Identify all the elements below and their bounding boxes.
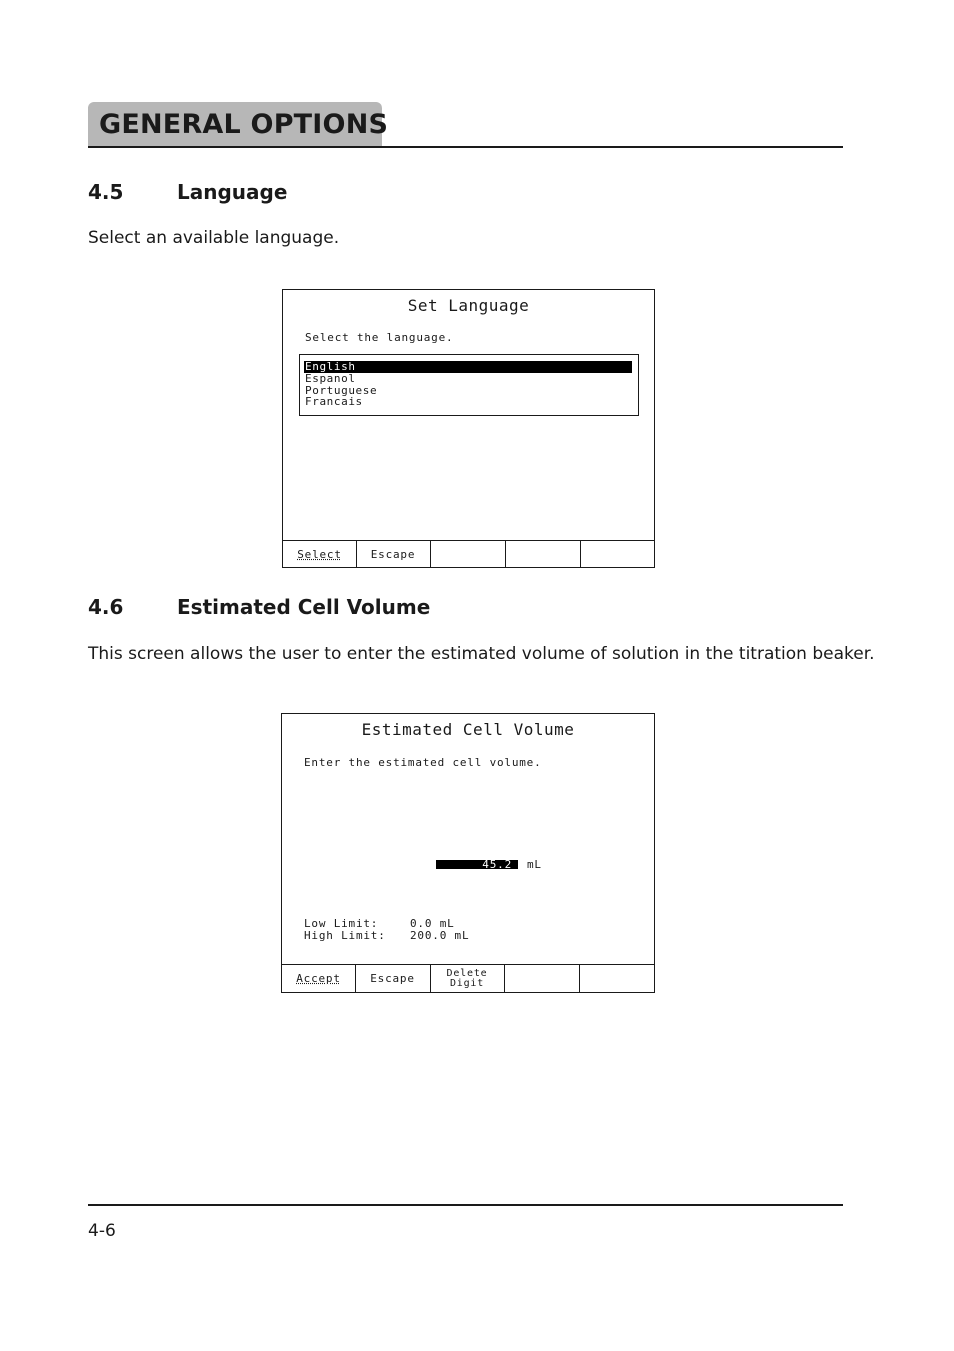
high-limit-value: 200.0 mL xyxy=(410,929,470,942)
volume-input[interactable]: 45.2 xyxy=(436,860,518,869)
page-number: 4-6 xyxy=(88,1221,116,1241)
escape-softkey[interactable]: Escape xyxy=(356,541,431,567)
screen-title: Estimated Cell Volume xyxy=(361,720,575,739)
list-item[interactable]: Espanol xyxy=(305,372,356,385)
list-item[interactable]: Francais xyxy=(305,395,363,408)
high-limit-label: High Limit: xyxy=(304,929,386,942)
empty-softkey[interactable] xyxy=(579,965,654,992)
volume-unit: mL xyxy=(527,858,542,871)
softkey-bar xyxy=(282,964,654,992)
low-limit-label: Low Limit: xyxy=(304,917,379,930)
screen-prompt: Select the language. xyxy=(305,331,454,344)
list-item[interactable]: Portuguese xyxy=(305,383,378,397)
low-limit-value: 0.0 mL xyxy=(410,917,455,930)
empty-softkey[interactable] xyxy=(504,965,580,992)
softkey-bar xyxy=(283,540,654,567)
section-description: This screen allows the user to enter the estimated volume of solution in the titration beaker. xyxy=(88,644,875,664)
escape-softkey[interactable]: Escape xyxy=(355,965,431,992)
section-description: Select an available language. xyxy=(88,228,340,248)
footer-rule xyxy=(88,1204,843,1206)
section-title: Estimated Cell Volume xyxy=(177,595,431,619)
empty-softkey[interactable] xyxy=(430,541,506,567)
select-softkey[interactable]: Select xyxy=(283,541,357,567)
set-language-screen xyxy=(282,289,655,568)
language-listbox[interactable] xyxy=(299,354,639,416)
empty-softkey[interactable] xyxy=(505,541,581,567)
section-number: 4.6 xyxy=(88,595,124,619)
empty-softkey[interactable] xyxy=(580,541,654,567)
accept-softkey[interactable]: Accept xyxy=(282,965,356,992)
delete-digit-softkey[interactable]: Delete Digit xyxy=(430,965,505,992)
section-title: Language xyxy=(177,180,288,204)
list-item[interactable]: English xyxy=(304,361,632,373)
screen-prompt: Enter the estimated cell volume. xyxy=(304,756,542,769)
page-title: GENERAL OPTIONS xyxy=(99,109,389,140)
section-number: 4.5 xyxy=(88,180,124,204)
screen-title: Set Language xyxy=(407,296,530,315)
header-rule xyxy=(88,146,843,148)
cell-volume-screen xyxy=(281,713,655,993)
